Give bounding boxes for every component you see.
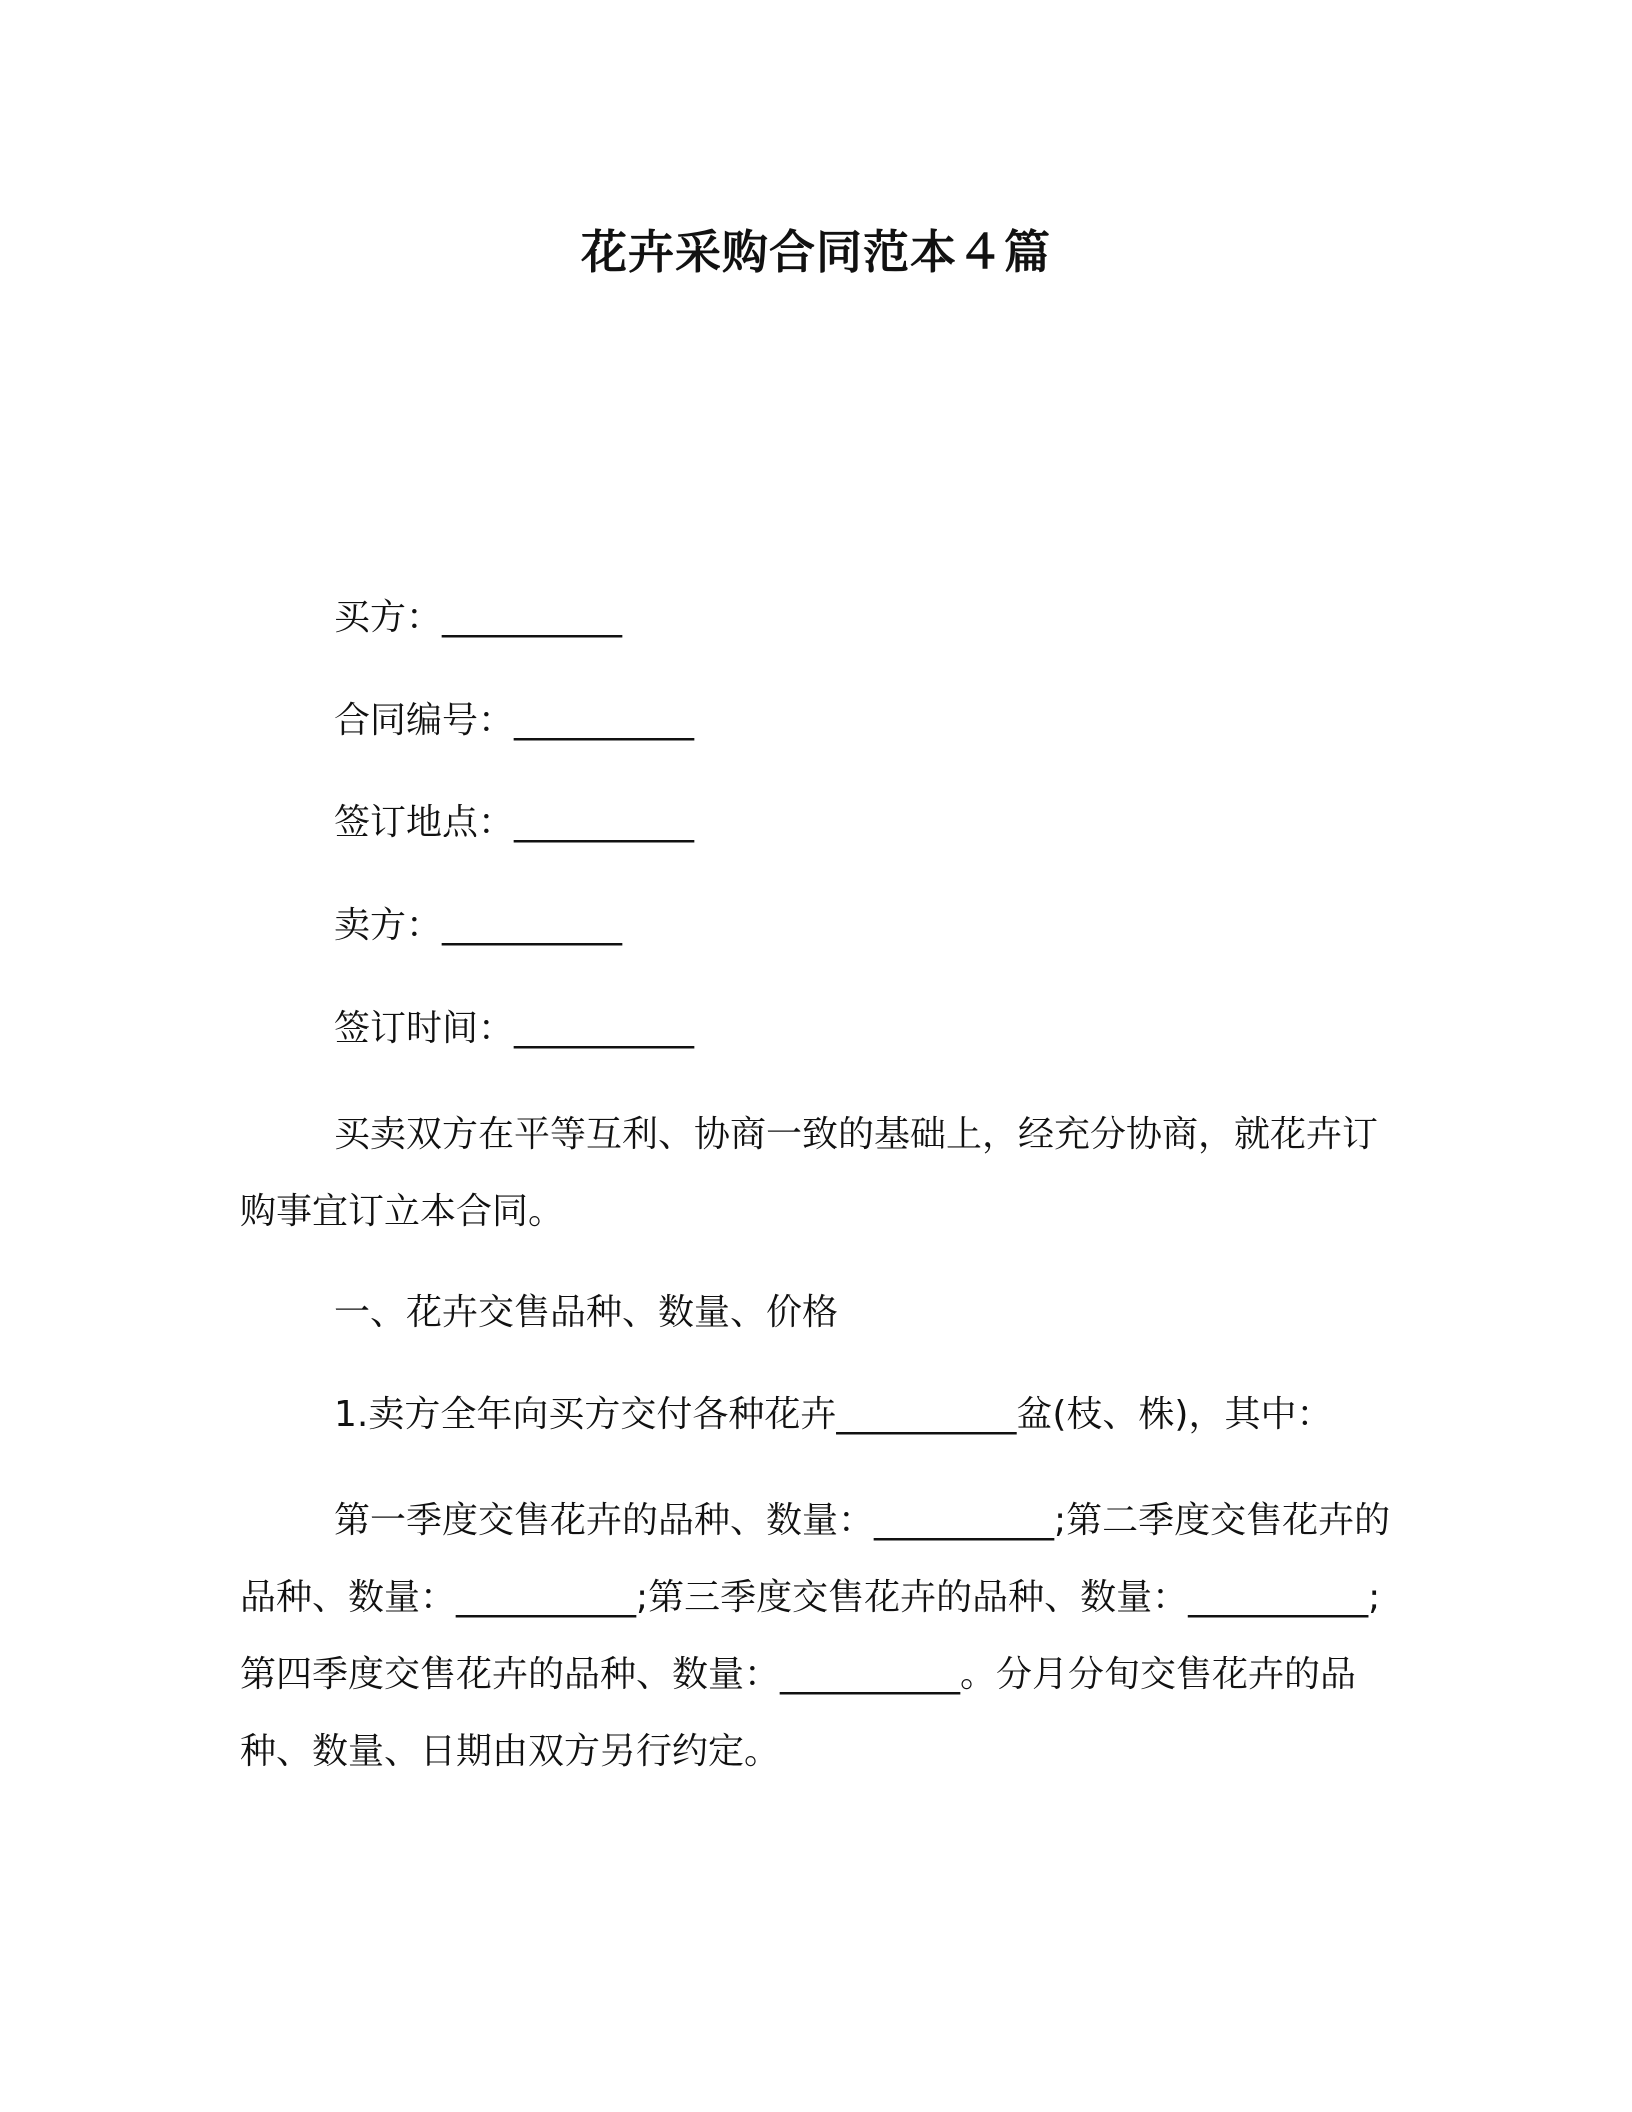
item-1: 1.卖方全年向买方交付各种花卉__________盆(枝、株)，其中： (334, 1394, 1333, 1435)
contract-number-field: 合同编号：__________ (334, 700, 695, 741)
buyer-field: 买方：__________ (334, 597, 623, 638)
signing-place-field: 签订地点：__________ (334, 802, 695, 843)
quarters-paragraph: 第一季度交售花卉的品种、数量：__________;第二季度交售花卉的品种、数量：__________;第三季度交售花卉的品种、数量：__________;第四季度交售花卉的品种、数量：__________。分月分旬交售花卉的品种、数量、日期由双方另行约定。 (240, 1500, 1391, 1772)
intro-paragraph: 买卖双方在平等互利、协商一致的基础上，经充分协商，就花卉订购事宜订立本合同。 (240, 1114, 1379, 1232)
section-heading: 一、花卉交售品种、数量、价格 (334, 1292, 839, 1333)
signing-time-field: 签订时间：__________ (334, 1008, 695, 1049)
document-title: 花卉采购合同范本４篇 (581, 225, 1051, 279)
seller-field: 卖方：__________ (334, 905, 623, 946)
